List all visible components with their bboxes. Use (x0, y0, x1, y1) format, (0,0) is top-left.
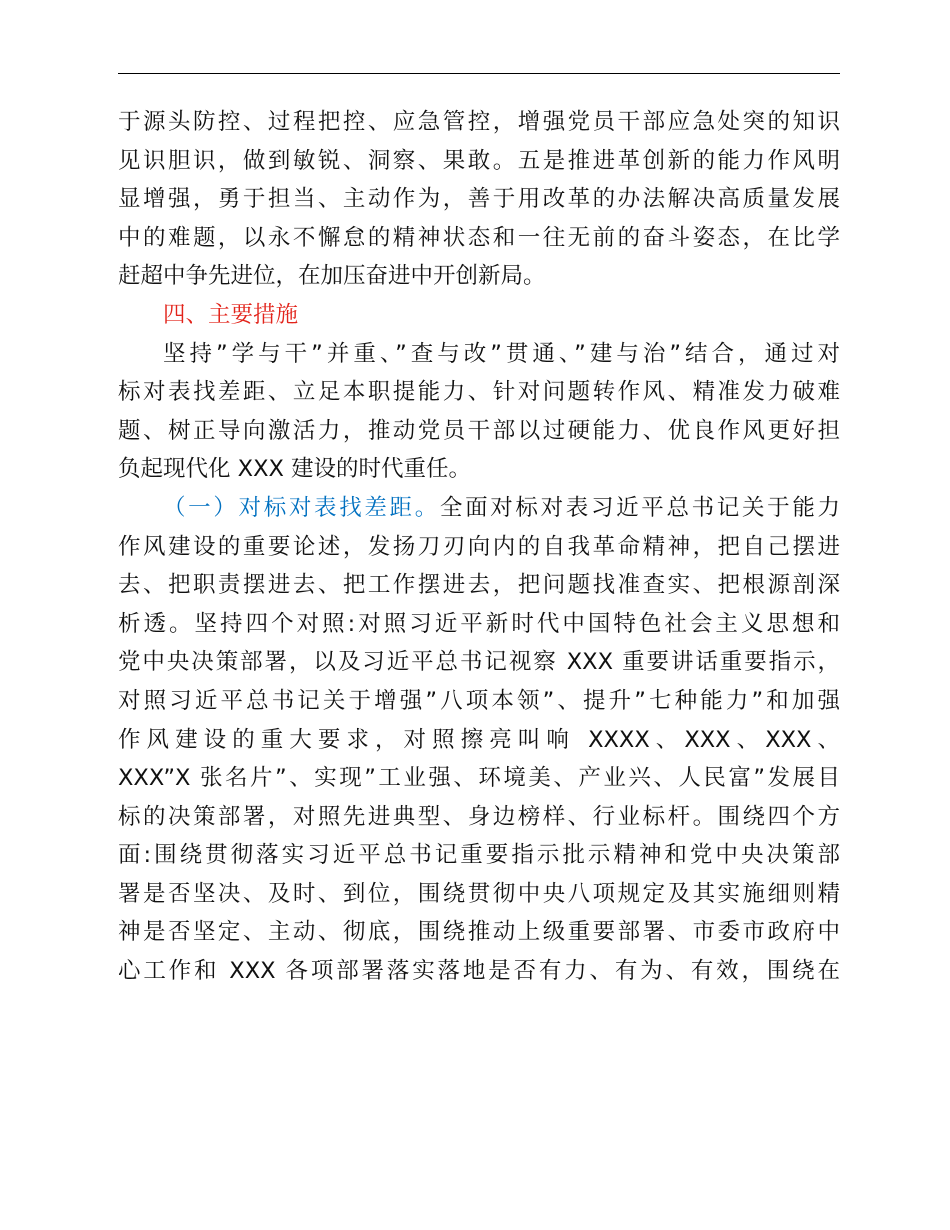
paragraph-line (118, 489, 840, 528)
document-body (118, 103, 840, 991)
paragraph-line: 于源头防控、过程把控、应急管控，增强党员干部应急处突的知识 (118, 109, 840, 135)
subsection-heading: （一）对标对表找差距。 (163, 494, 440, 521)
paragraph-line: 题、树正导向激活力，推动党员干部以过硬能力、优良作风更好担 (118, 417, 840, 444)
paragraph-line: 负起现代化 XXX 建设的时代重任。 (118, 456, 472, 483)
paragraph-line: 坚持”学与干”并重、”查与改”贯通、”建与治”结合，通过对 (163, 340, 840, 367)
paragraph-line: 去、把职责摆进去、把工作摆进去，把问题找准查实、把根源剖深 (118, 572, 840, 599)
paragraph-line: 显增强，勇于担当、主动作为，善于用改革的办法解决高质量发展 (118, 186, 840, 213)
paragraph-line: XXX”X 张名片”、实现”工业强、环境美、产业兴、人民富”发展目 (118, 765, 840, 792)
paragraph-line: 作风建设的重大要求，对照擦亮叫响 XXXX、XXX、XXX、 (118, 726, 840, 753)
paragraph-text: 全面对标对表习近平总书记关于能力 (439, 494, 840, 521)
section-heading: 四、主要措施 (163, 301, 299, 328)
paragraph-line: 作风建设的重要论述，发扬刀刃向内的自我革命精神，把自己摆进 (118, 533, 840, 560)
paragraph-line: 标对表找差距、立足本职提能力、针对问题转作风、精准发力破难 (118, 379, 840, 406)
paragraph-line: 神是否坚定、主动、彻底，围绕推动上级重要部署、市委市政府中 (118, 919, 840, 946)
paragraph-line: 赶超中争先进位，在加压奋进中开创新局。 (118, 263, 546, 290)
paragraph-line: 面:围绕贯彻落实习近平总书记重要指示批示精神和党中央决策部 (118, 842, 840, 869)
header-rule (118, 73, 840, 74)
paragraph-line: 析透。坚持四个对照:对照习近平新时代中国特色社会主义思想和 (118, 610, 840, 637)
paragraph-line: 党中央决策部署，以及习近平总书记视察 XXX 重要讲话重要指示， (118, 649, 840, 676)
paragraph-line: 对照习近平总书记关于增强”八项本领”、提升”七种能力”和加强 (118, 687, 840, 714)
paragraph-line: 署是否坚决、及时、到位，围绕贯彻中央八项规定及其实施细则精 (118, 880, 840, 907)
paragraph-line: 见识胆识，做到敏锐、洞察、果敢。五是推进革创新的能力作风明 (118, 147, 840, 174)
paragraph-line: 标的决策部署，对照先进典型、身边榜样、行业标杆。围绕四个方 (118, 803, 840, 830)
paragraph-line: 中的难题，以永不懈怠的精神状态和一往无前的奋斗姿态，在比学 (118, 224, 840, 251)
paragraph-line: 心工作和 XXX 各项部署落实落地是否有力、有为、有效，围绕在 (118, 958, 840, 985)
